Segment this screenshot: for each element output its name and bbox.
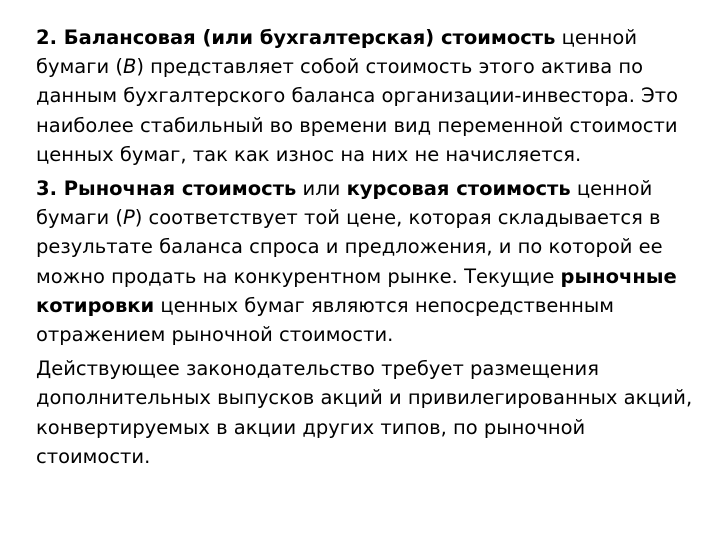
term-market-quotes: рыночные котировки bbox=[36, 264, 677, 317]
paragraph-text: Действующее законодательство требует размещения дополнительных выпусков акций и привилегированных акций, конвертируемых в акции других типов, по рыночной стоимости. bbox=[36, 357, 693, 468]
paragraph-market-value bbox=[36, 174, 694, 349]
paragraph-text: ) соответствует той цене, которая складывается в результате баланса спроса и предложения, и по которой ее можно продать на конкурентном рынке. Текущие bbox=[36, 206, 663, 288]
paragraph-legislation bbox=[36, 354, 694, 471]
paragraph-text: ценных бумаг являются непосредственным отражением рыночной стоимости. bbox=[36, 293, 614, 347]
paragraph-text: ) представляет собой стоимость этого актива по данным бухгалтерского баланса организации-инвестора. Это наиболее стабильный во времени вид переменной стоимости ценных бумаг, так как износ на них не начисляется. bbox=[36, 55, 678, 166]
paragraph-text: ценной бумаги ( bbox=[36, 177, 653, 230]
paragraph-text: ценной бумаги ( bbox=[36, 26, 637, 79]
term-balance-value: 2. Балансовая (или бухгалтерская) стоимость bbox=[36, 26, 556, 49]
symbol-balance-value: В bbox=[122, 55, 137, 79]
paragraph-text: или bbox=[296, 177, 347, 201]
term-market-value: 3. Рыночная стоимость bbox=[36, 177, 297, 201]
symbol-market-value: Р bbox=[122, 206, 135, 230]
paragraph-balance-value bbox=[36, 23, 694, 169]
term-exchange-value: курсовая стоимость bbox=[346, 177, 571, 201]
